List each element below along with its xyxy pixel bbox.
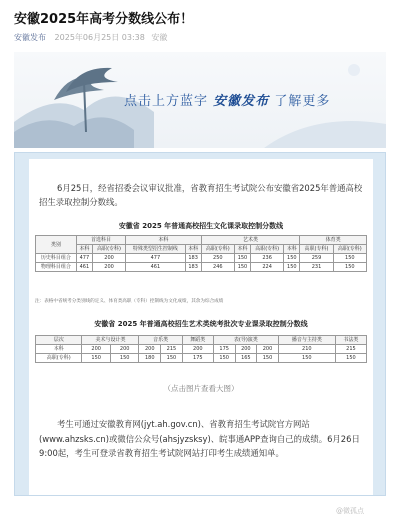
table-cell: 150 bbox=[284, 254, 300, 263]
table-cell: 180 bbox=[139, 354, 161, 363]
table-cell: 175 bbox=[213, 345, 235, 354]
table1-group-art: 艺术类 bbox=[201, 236, 300, 245]
table-row bbox=[36, 263, 367, 272]
cta-brand: 安徽发布 bbox=[213, 94, 270, 109]
watermark: @微孤点 bbox=[336, 507, 364, 515]
table-cell: 165 bbox=[235, 354, 257, 363]
table2-header: 舞蹈类 bbox=[182, 336, 213, 345]
table-cell: 250 bbox=[201, 254, 234, 263]
table-cell: 150 bbox=[161, 354, 183, 363]
notice-image-frame bbox=[14, 152, 386, 496]
table1-header: 高职(专科) bbox=[201, 245, 234, 254]
table1-header: 高职(专科) bbox=[300, 245, 333, 254]
publish-datetime: 2025年06月25日 03:38 bbox=[54, 33, 145, 42]
table-cell: 150 bbox=[333, 263, 366, 272]
table-cell: 461 bbox=[126, 263, 185, 272]
table-cell: 150 bbox=[284, 263, 300, 272]
account-link[interactable]: 安徽发布 bbox=[14, 33, 46, 42]
image-caption: （点击图片查看大图） bbox=[163, 384, 239, 393]
table-cell: 高职(专科) bbox=[36, 354, 82, 363]
query-paragraph: 考生可通过安徽教育网(jyt.ah.gov.cn)、省教育招生考试院官方网站(www.ahzsks.cn)或微信公众号(ahsjyzsksy)、皖事通APP查询自己的成绩。6月26日9:00起，考生可登录省教育招生考试院网站打印考生成绩通知单。 bbox=[39, 419, 360, 458]
cultural-score-table bbox=[35, 235, 367, 272]
table1-header: 特殊类型招生控制线 bbox=[126, 245, 185, 254]
table2-header: 表(导)演类 bbox=[213, 336, 278, 345]
table-cell: 150 bbox=[335, 354, 366, 363]
table1-title: 安徽省 2025 年普通高校招生文化课录取控制分数线 bbox=[118, 222, 284, 230]
table1-header: 本科 bbox=[185, 245, 201, 254]
table-cell: 200 bbox=[110, 345, 139, 354]
table-cell: 461 bbox=[76, 263, 92, 272]
table-cell: 200 bbox=[257, 345, 279, 354]
table-cell: 175 bbox=[182, 354, 213, 363]
table1-header: 本科 bbox=[76, 245, 92, 254]
table-cell: 224 bbox=[251, 263, 284, 272]
table-row bbox=[36, 254, 367, 263]
publish-location: 安徽 bbox=[151, 33, 168, 42]
table-cell: 246 bbox=[201, 263, 234, 272]
table-cell: 215 bbox=[335, 345, 366, 354]
table1-header-category: 类别 bbox=[36, 236, 77, 254]
table-cell: 150 bbox=[110, 354, 139, 363]
cta-prefix: 点击上方蓝字 bbox=[124, 94, 209, 109]
table-cell: 150 bbox=[278, 354, 335, 363]
table-cell: 200 bbox=[92, 263, 125, 272]
table2-header: 书法类 bbox=[335, 336, 366, 345]
table2-header: 播音与主持类 bbox=[278, 336, 335, 345]
table-row bbox=[36, 354, 367, 363]
follow-banner[interactable] bbox=[14, 52, 386, 148]
intro-paragraph: 6月25日，经省招委会议审议批准，省教育招生考试院公布安徽省2025年普通高校招生录取控制分数线。 bbox=[39, 183, 363, 207]
table1-group-undergrad: 本科 bbox=[126, 236, 201, 245]
table1-header: 高职(专科) bbox=[333, 245, 366, 254]
table-cell: 本科 bbox=[36, 345, 82, 354]
art-score-table bbox=[35, 335, 367, 363]
table-row bbox=[36, 345, 367, 354]
table1-group-sport: 体育类 bbox=[300, 236, 367, 245]
table-cell: 150 bbox=[234, 254, 250, 263]
table-cell: 150 bbox=[213, 354, 235, 363]
table-cell: 150 bbox=[82, 354, 110, 363]
table-cell: 200 bbox=[235, 345, 257, 354]
table-cell: 200 bbox=[139, 345, 161, 354]
table2-header: 美术与设计类 bbox=[82, 336, 139, 345]
table2-title: 安徽省 2025 年普通高校招生艺术类统考批次专业课录取控制分数线 bbox=[94, 320, 308, 328]
table-cell: 物理科目组合 bbox=[36, 263, 77, 272]
table-cell: 210 bbox=[278, 345, 335, 354]
article-title: 安徽2025年高考分数线公布！ bbox=[14, 12, 194, 27]
table-cell: 150 bbox=[333, 254, 366, 263]
notice-image[interactable] bbox=[29, 159, 373, 495]
table1-header: 高职(专科) bbox=[92, 245, 125, 254]
table-cell: 477 bbox=[126, 254, 185, 263]
banner-cta bbox=[124, 90, 330, 109]
table-cell: 215 bbox=[161, 345, 183, 354]
cta-suffix: 了解更多 bbox=[274, 94, 331, 109]
table-cell: 236 bbox=[251, 254, 284, 263]
table-cell: 200 bbox=[82, 345, 110, 354]
table-cell: 150 bbox=[257, 354, 279, 363]
table-cell: 477 bbox=[76, 254, 92, 263]
table1-header: 高职(专科) bbox=[251, 245, 284, 254]
table2-header: 层次 bbox=[36, 336, 82, 345]
table-cell: 150 bbox=[234, 263, 250, 272]
table-cell: 183 bbox=[185, 254, 201, 263]
article-meta bbox=[14, 32, 167, 43]
table1-group-subject: 首选科目 bbox=[76, 236, 125, 245]
table1-note: 注：表格中省统考分类别线的定义、体育类高职（专科）控制线为文化成绩，其余为综合成绩 bbox=[35, 299, 224, 304]
table-cell: 259 bbox=[300, 254, 333, 263]
table-cell: 231 bbox=[300, 263, 333, 272]
table-cell: 200 bbox=[92, 254, 125, 263]
table-cell: 历史科目组合 bbox=[36, 254, 77, 263]
table-cell: 200 bbox=[182, 345, 213, 354]
table2-header: 音乐类 bbox=[139, 336, 182, 345]
table1-header: 本科 bbox=[234, 245, 250, 254]
table1-header: 本科 bbox=[284, 245, 300, 254]
table-cell: 183 bbox=[185, 263, 201, 272]
